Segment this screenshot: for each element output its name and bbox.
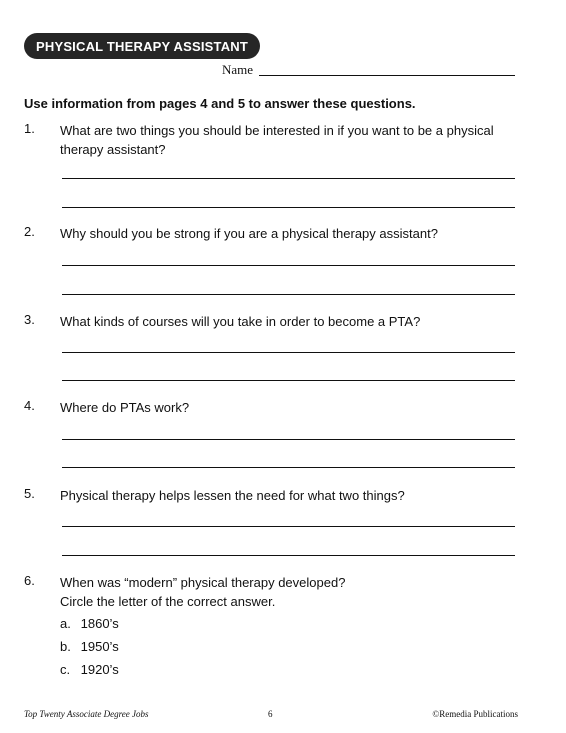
choice-c[interactable] (60, 662, 119, 677)
answer-line[interactable] (62, 467, 515, 468)
choice-letter: b. (60, 639, 71, 654)
question-text: What kinds of courses will you take in order to become a PTA? (60, 314, 421, 329)
answer-line[interactable] (62, 352, 515, 353)
choice-letter: a. (60, 616, 71, 631)
choice-b[interactable] (60, 639, 119, 654)
choice-letter: c. (60, 662, 71, 677)
question-text: When was “modern” physical therapy developed? (60, 575, 346, 590)
footer-publisher: ©Remedia Publications (432, 709, 518, 719)
choice-text: 1950’s (80, 639, 119, 654)
answer-line[interactable] (62, 265, 515, 266)
name-row (222, 62, 515, 78)
answer-line[interactable] (62, 526, 515, 527)
question-number: 2. (24, 224, 35, 239)
question-text: What are two things you should be interested in if you want to be a physical therapy assistant? (60, 123, 494, 157)
answer-line[interactable] (62, 294, 515, 295)
question-number: 6. (24, 573, 35, 588)
answer-line[interactable] (62, 207, 515, 208)
answer-line[interactable] (62, 380, 515, 381)
answer-line[interactable] (62, 439, 515, 440)
choice-a[interactable] (60, 616, 119, 631)
choice-text: 1920’s (80, 662, 119, 677)
choice-text: 1860’s (80, 616, 119, 631)
question-number: 3. (24, 312, 35, 327)
worksheet-title: PHYSICAL THERAPY ASSISTANT (24, 33, 260, 59)
answer-line[interactable] (62, 555, 515, 556)
name-label: Name (222, 62, 254, 77)
question-text: Where do PTAs work? (60, 400, 190, 415)
footer-book-title: Top Twenty Associate Degree Jobs (24, 709, 149, 719)
name-field-line[interactable] (259, 75, 515, 76)
instructions: Use information from pages 4 and 5 to answer these questions. (24, 96, 416, 111)
question-text: Why should you be strong if you are a physical therapy assistant? (60, 226, 438, 241)
answer-line[interactable] (62, 178, 515, 179)
question-subtext: Circle the letter of the correct answer. (60, 594, 276, 609)
footer-page-number: 6 (268, 709, 273, 719)
question-number: 1. (24, 121, 35, 136)
question-number: 5. (24, 486, 35, 501)
question-text: Physical therapy helps lessen the need for what two things? (60, 488, 405, 503)
question-number: 4. (24, 398, 35, 413)
